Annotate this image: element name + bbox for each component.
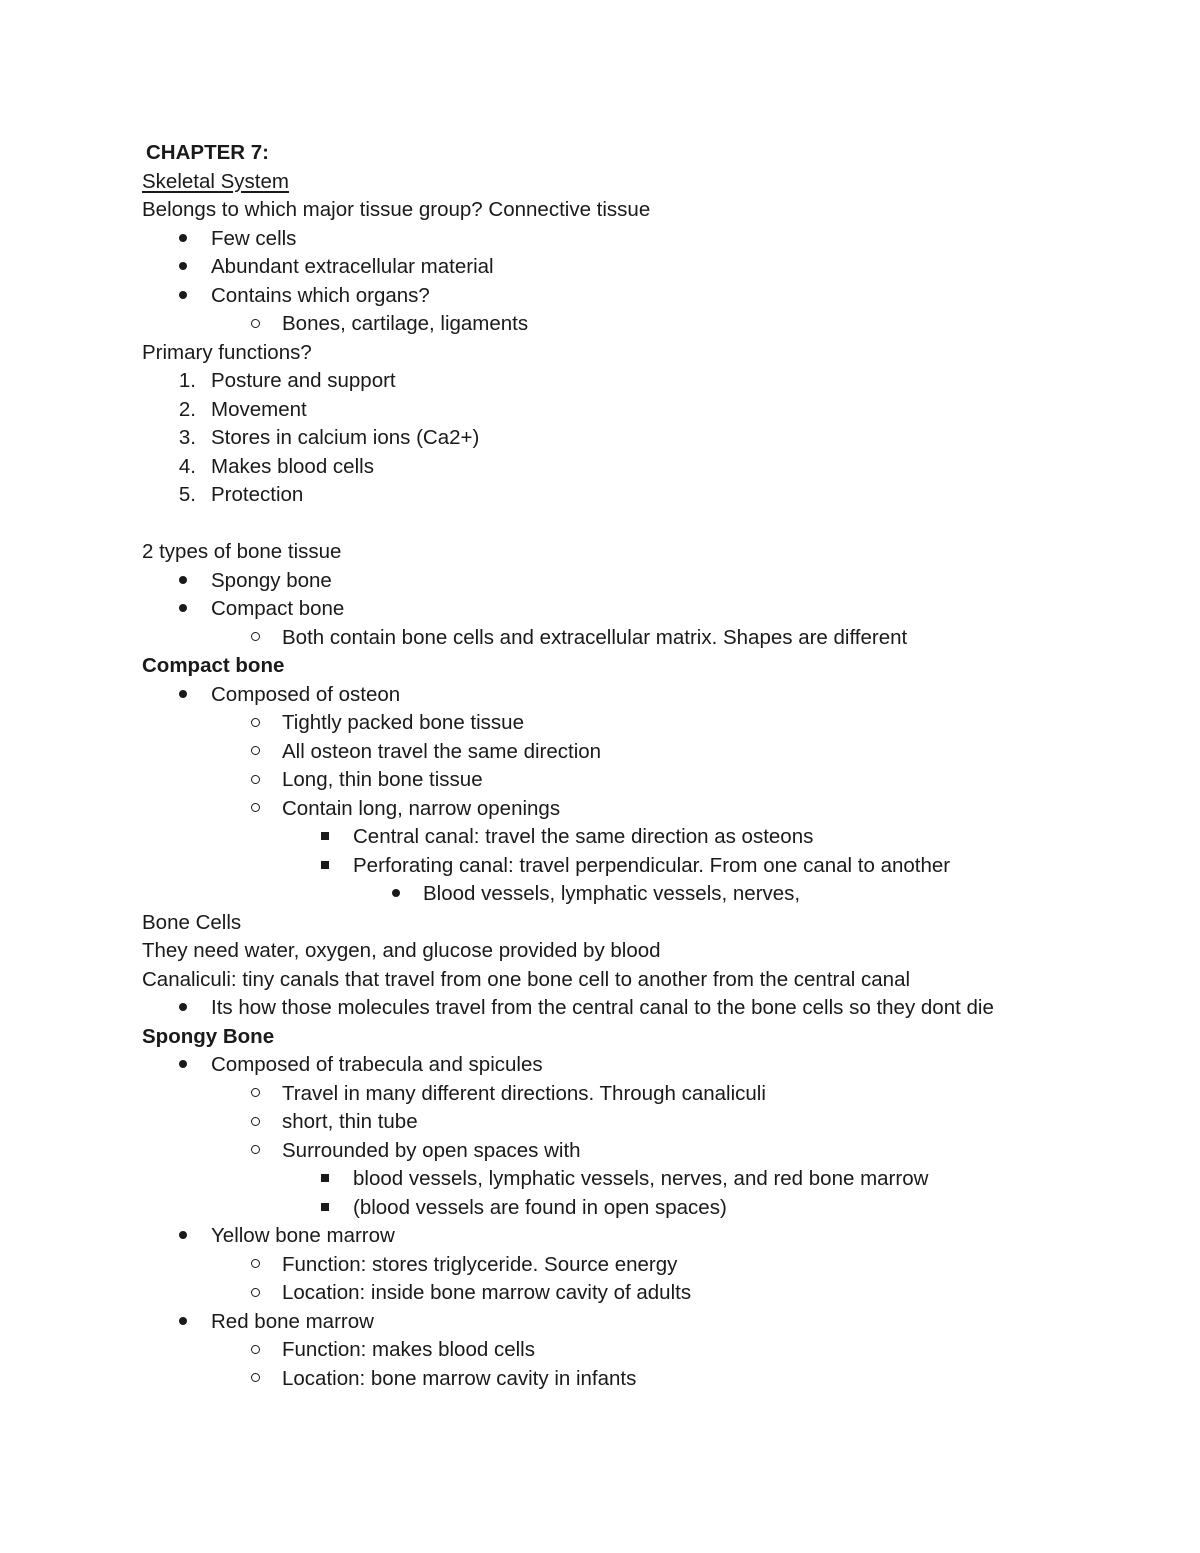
list-item-text: Central canal: travel the same direction as osteons (353, 825, 814, 848)
list-item (0, 225, 1200, 254)
list-item (0, 1080, 1200, 1109)
list-item (0, 310, 1200, 339)
item-number: 4. (178, 454, 196, 478)
item-number: 2. (178, 397, 196, 421)
numbered-item-text: Stores in calcium ions (Ca2+) (211, 426, 480, 449)
list-item-text: Few cells (211, 226, 297, 250)
tissue-group-question: Belongs to which major tissue group? Connective tissue (142, 198, 651, 221)
list-item-text: Compact bone (211, 597, 345, 620)
list-item (0, 880, 1200, 909)
list-item-text: Surrounded by open spaces with (282, 1138, 581, 1162)
list-item-text: Bones, cartilage, ligaments (282, 312, 529, 335)
list-item-text: Long, thin bone tissue (282, 768, 483, 791)
bullet-circle-icon (245, 1365, 265, 1394)
bullet-dot-icon (173, 994, 193, 1023)
list-item-text: Blood vessels, lymphatic vessels, nerves, (423, 882, 801, 905)
list-item (0, 681, 1200, 710)
list-item (0, 994, 1200, 1023)
list-item (0, 1308, 1200, 1337)
bullet-circle-icon (245, 738, 265, 767)
list-item (0, 1365, 1200, 1394)
bone-cells-heading: Bone Cells (142, 910, 242, 934)
bullet-circle-icon (245, 1137, 265, 1166)
list-item (0, 766, 1200, 795)
chapter-title-line (0, 139, 1200, 168)
list-item (0, 1336, 1200, 1365)
bullet-square-icon (315, 852, 335, 881)
list-item (0, 1222, 1200, 1251)
compact-heading-line (0, 652, 1200, 681)
bullet-circle-icon (245, 1336, 265, 1365)
list-item-text: All osteon travel the same direction (282, 739, 602, 763)
bullet-dot-icon (386, 880, 406, 909)
numbered-item-text: Movement (211, 397, 307, 421)
numbered-item (0, 424, 1200, 453)
bullet-circle-icon (245, 795, 265, 824)
document-page (0, 139, 1200, 1393)
list-item-text: Yellow bone marrow (211, 1224, 395, 1247)
bullet-dot-icon (173, 1222, 193, 1251)
functions-heading: Primary functions? (142, 340, 312, 364)
list-item-text: blood vessels, lymphatic vessels, nerves, and red bone marrow (353, 1167, 929, 1190)
bullet-dot-icon (173, 253, 193, 282)
list-item-text: Its how those molecules travel from the central canal to the bone cells so they dont die (211, 996, 994, 1019)
chapter-title: CHAPTER 7: (146, 141, 270, 164)
list-item (0, 852, 1200, 881)
numbered-item-text: Protection (211, 483, 304, 506)
list-item-text: (blood vessels are found in open spaces) (353, 1195, 727, 1219)
bone-types-heading: 2 types of bone tissue (142, 540, 342, 563)
list-item-text: Perforating canal: travel perpendicular. From one canal to another (353, 853, 951, 877)
bullet-circle-icon (245, 624, 265, 653)
list-item-text: Both contain bone cells and extracellular matrix. Shapes are different (282, 625, 908, 649)
item-number: 5. (178, 483, 196, 506)
numbered-item (0, 367, 1200, 396)
bone-types-heading-line (0, 538, 1200, 567)
bullet-dot-icon (173, 595, 193, 624)
bone-cells-heading-line (0, 909, 1200, 938)
numbered-item (0, 481, 1200, 510)
compact-bone-heading: Compact bone (142, 654, 285, 677)
list-item (0, 1108, 1200, 1137)
bullet-circle-icon (245, 766, 265, 795)
list-item-text: Composed of osteon (211, 682, 401, 706)
list-item-text: Travel in many different directions. Through canaliculi (282, 1081, 766, 1105)
numbered-item-text: Makes blood cells (211, 454, 374, 478)
list-item-text: Abundant extracellular material (211, 255, 494, 278)
bullet-circle-icon (245, 709, 265, 738)
bone-cells-needs: They need water, oxygen, and glucose provided by blood (142, 939, 661, 962)
bullet-circle-icon (245, 310, 265, 339)
bullet-dot-icon (173, 225, 193, 254)
blank-line (0, 510, 1200, 539)
list-item (0, 1251, 1200, 1280)
bullet-circle-icon (245, 1108, 265, 1137)
bullet-square-icon (315, 1194, 335, 1223)
bullet-square-icon (315, 1165, 335, 1194)
list-item (0, 624, 1200, 653)
list-item-text: Spongy bone (211, 568, 332, 592)
bullet-circle-icon (245, 1251, 265, 1280)
numbered-item (0, 396, 1200, 425)
bullet-square-icon (315, 823, 335, 852)
bullet-dot-icon (173, 1051, 193, 1080)
list-item-text: Contains which organs? (211, 283, 430, 307)
paragraph-line (0, 966, 1200, 995)
list-item (0, 1165, 1200, 1194)
list-item (0, 1194, 1200, 1223)
list-item (0, 795, 1200, 824)
item-number: 1. (178, 369, 196, 392)
list-item-text: Composed of trabecula and spicules (211, 1053, 543, 1076)
list-item-text: Function: makes blood cells (282, 1338, 535, 1361)
list-item-text: Red bone marrow (211, 1309, 374, 1333)
list-item (0, 1279, 1200, 1308)
bullet-dot-icon (173, 282, 193, 311)
bullet-circle-icon (245, 1279, 265, 1308)
list-item-text: Location: inside bone marrow cavity of adults (282, 1281, 692, 1304)
canaliculi-definition: Canaliculi: tiny canals that travel from one bone cell to another from the central canal (142, 967, 911, 991)
list-item (0, 253, 1200, 282)
bullet-dot-icon (173, 1308, 193, 1337)
list-item-text: Function: stores triglyceride. Source energy (282, 1252, 678, 1276)
topic-line (0, 168, 1200, 197)
list-item (0, 567, 1200, 596)
bullet-dot-icon (173, 567, 193, 596)
list-item-text: Tightly packed bone tissue (282, 711, 524, 734)
bullet-circle-icon (245, 1080, 265, 1109)
item-number: 3. (178, 426, 196, 449)
paragraph-line (0, 937, 1200, 966)
numbered-item (0, 453, 1200, 482)
tissue-group-line (0, 196, 1200, 225)
functions-heading-line (0, 339, 1200, 368)
numbered-item-text: Posture and support (211, 369, 396, 392)
topic-heading: Skeletal System (142, 169, 289, 193)
list-item-text: short, thin tube (282, 1110, 418, 1133)
list-item (0, 823, 1200, 852)
list-item (0, 595, 1200, 624)
list-item-text: Contain long, narrow openings (282, 796, 561, 820)
list-item (0, 282, 1200, 311)
list-item (0, 738, 1200, 767)
list-item (0, 1137, 1200, 1166)
list-item (0, 709, 1200, 738)
spongy-heading-line (0, 1023, 1200, 1052)
list-item-text: Location: bone marrow cavity in infants (282, 1366, 637, 1390)
spongy-bone-heading: Spongy Bone (142, 1024, 275, 1048)
list-item (0, 1051, 1200, 1080)
bullet-dot-icon (173, 681, 193, 710)
